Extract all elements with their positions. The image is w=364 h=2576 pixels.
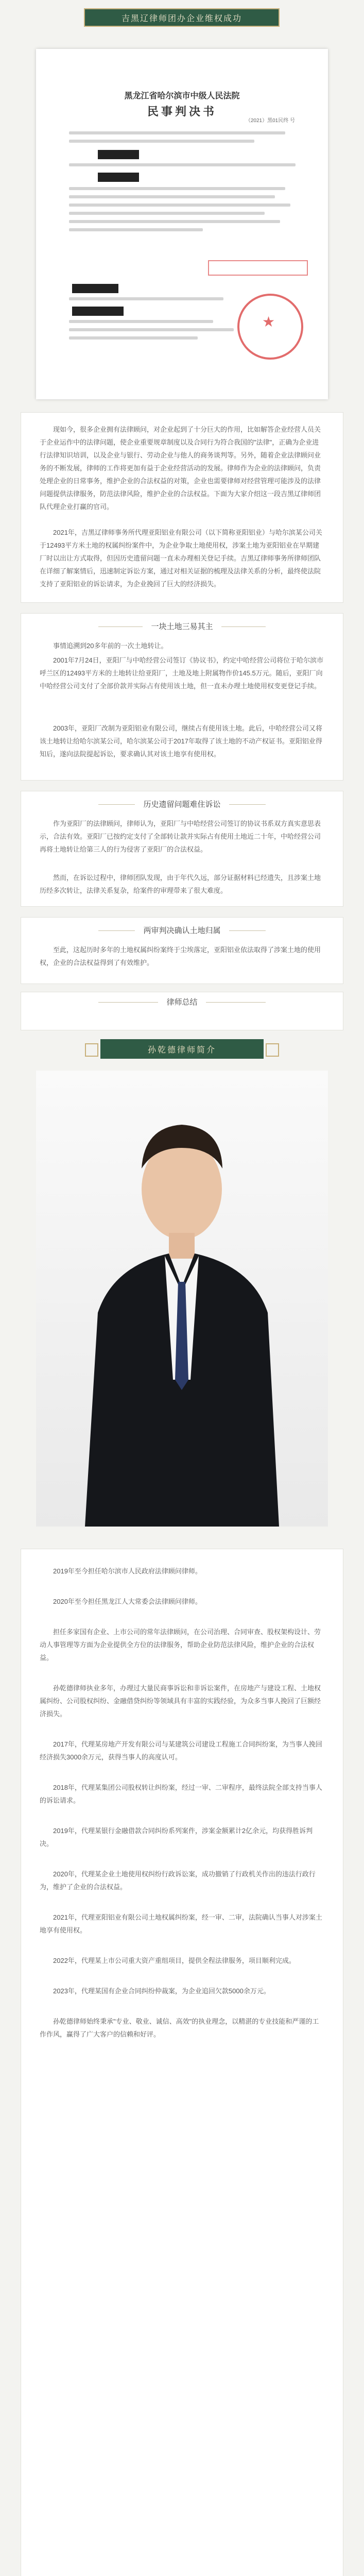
bio-item: 2018年，代理某集团公司股权转让纠纷案，经过一审、二审程序，最终法院全部支持当事人的诉讼请求。 (40, 1784, 322, 1804)
doc-text-line (69, 297, 223, 300)
intro-section (21, 412, 343, 603)
lawyer-portrait (36, 1071, 328, 1527)
bio-item: 2021年，代理亚阳铝业有限公司土地权属纠纷案，经一审、二审，法院确认当事人对涉案土地享有使用权。 (40, 1913, 322, 1934)
doc-text-line (69, 187, 285, 190)
bio-item: 2019年至今担任哈尔滨市人民政府法律顾问律师。 (53, 1567, 202, 1575)
section-4 (21, 992, 343, 1030)
doc-text-line (69, 336, 198, 340)
redaction-mask (72, 284, 118, 293)
bio-item: 孙乾德律师执业多年，办理过大量民商事诉讼和非诉讼案件，在房地产与建设工程、土地权属纠纷、公司股权纠纷、金融借贷纠纷等领域具有丰富的实践经验，为众多当事人挽回了巨额经济损失。 (40, 1684, 321, 1718)
section-2-title: 历史遗留问题难住诉讼 (21, 799, 343, 809)
bio-item: 2019年，代理某银行金融借款合同纠纷系列案件，涉案金额累计2亿余元，均获得胜诉判决。 (40, 1827, 313, 1848)
star-icon: ★ (262, 314, 275, 330)
court-seal-stamp (237, 294, 303, 360)
bio-list (40, 1565, 324, 2058)
bio-item: 担任多家国有企业、上市公司的常年法律顾问，在公司治理、合同审查、股权架构设计、劳动人事管理等方面为企业提供全方位的法律服务，帮助企业防范法律风险，维护企业的合法权益。 (40, 1628, 321, 1662)
section-3-title: 两审判决确认土地归属 (21, 925, 343, 936)
doc-text-line (69, 140, 254, 143)
doc-text-line (69, 212, 265, 215)
portrait-illustration (36, 1071, 328, 1527)
section-2 (21, 791, 343, 907)
case-number: （2021）黑01民终 号 (245, 118, 295, 124)
section-1-para: 2003年，亚阳厂改制为亚阳铝业有限公司，继续占有使用该土地。此后，中哈经营公司又将该土地转让给哈尔滨某公司，哈尔滨某公司于2017年取得了该土地的不动产权证书。亚阳铝业得知后，遂向法院提起诉讼，要求确认其对该土地享有使用权。 (40, 724, 322, 758)
court-name: 黑龙江省哈尔滨市中级人民法院 (124, 92, 240, 100)
section-1 (21, 613, 343, 781)
bio-item: 2022年，代理某上市公司重大资产重组项目，提供全程法律服务，项目顺利完成。 (53, 1957, 296, 1964)
doc-text-line (69, 220, 280, 223)
section-3-para: 至此，这起历时多年的土地权属纠纷案终于尘埃落定，亚阳铝业依法取得了涉案土地的使用权，企业的合法权益得到了有效维护。 (40, 946, 321, 967)
doc-text-line (69, 320, 213, 323)
page-seal-stamp (208, 260, 308, 276)
section-3 (21, 917, 343, 984)
bio-item: 2020年，代理某企业土地使用权纠纷行政诉讼案，成功撤销了行政机关作出的违法行政行为，维护了企业的合法权益。 (40, 1870, 316, 1891)
bio-item: 孙乾德律师始终秉承"专业、敬业、诚信、高效"的执业理念，以精湛的专业技能和严谨的工作作风，赢得了广大客户的信赖和好评。 (40, 2018, 319, 2038)
page-banner: 吉黑辽律师团办企业维权成功 (84, 8, 280, 27)
doc-text-line (69, 328, 234, 331)
doc-text-line (69, 163, 296, 166)
bio-item: 2023年，代理某国有企业合同纠纷仲裁案，为企业追回欠款5000余万元。 (53, 1987, 270, 1995)
document-type: 民事判决书 (147, 105, 217, 118)
redaction-mask (72, 307, 124, 316)
bio-item: 2017年，代理某房地产开发有限公司与某建筑公司建设工程施工合同纠纷案，为当事人挽回经济损失3000余万元，获得当事人的高度认可。 (40, 1740, 322, 1761)
bio-item: 2020年至今担任黑龙江人大常委会法律顾问律师。 (53, 1598, 202, 1605)
section-2-para: 作为亚阳厂的法律顾问，律师认为，亚阳厂与中哈经营公司签订的协议书系双方真实意思表示，合法有效。亚阳厂已按约定支付了全部转让款并实际占有使用土地近二十年，中哈经营公司再将土地转让给第三人的行为侵害了亚阳厂的合法权益。 (40, 820, 321, 853)
section-4-title: 律师总结 (21, 996, 343, 1007)
section-2-para: 然而，在诉讼过程中，律师团队发现，由于年代久远，部分证据材料已经遗失，且涉案土地历经多次转让，法律关系复杂，给案件的审理带来了很大难度。 (40, 874, 321, 894)
court-document-title (36, 89, 328, 119)
bio-section (21, 1549, 343, 2576)
redaction-mask (98, 173, 139, 182)
section-1-para: 2001年7月24日，亚阳厂与中哈经营公司签订《协议书》，约定中哈经营公司将位于哈尔滨市呼兰区的12493平方米的土地转让给亚阳厂，土地及地上附属物作价145.5万元。随后，亚阳厂向中哈经营公司支付了全部价款并实际占有使用该土地，但一直未办理土地使用权变更登记手续。 (40, 656, 324, 690)
court-document-image (36, 49, 328, 399)
doc-text-line (69, 204, 290, 207)
doc-text-line (69, 195, 275, 198)
redaction-mask (98, 150, 139, 159)
section-1-title: 一块土地三易其主 (21, 621, 343, 632)
section-1-para: 事情追溯到20多年前的一次土地转让。 (53, 642, 168, 650)
intro-paragraph: 现如今，很多企业拥有法律顾问，对企业起到了十分巨大的作用，比如解答企业经营人员关于企业运作中的法律问题，使企业重要规章制度以及合同行为符合我国的"法律"，正确为企业进行法律知识培训，以及企业与银行、劳动企业与他人的商务谈判等。另外，随着企业法律顾问业务的不断发展，律师的工作将更加有益于企业经营活动的发展。律师作为企业的法律顾问，负责处理企业的日常事务，维护企业的合法权益的对策，企业也需要律师对经营管理可能涉及的法律问题提供法律服务，防范法律风险，维护企业的合法权益。下面为大家介绍这一段吉黑辽律师团队代理企业打赢的官司。 (40, 426, 321, 511)
bio-title: 孙乾德律师简介 (100, 1039, 264, 1059)
doc-text-line (69, 131, 285, 134)
case-summary-paragraph: 2021年，吉黑辽律师事务所代理亚阳铝业有限公司（以下简称亚阳铝业）与哈尔滨某公司关于12493平方米土地的权属纠纷案件中，为企业争取土地使用权，涉案土地为亚阳铝业在早期建厂时以出让方式取得，但因历史遗留问题一直未办理相关登记手续。吉黑辽律师事务所律师团队在详细了解案情后，迅速制定诉讼方案，通过对相关证据的梳理及法律关系的分析，最终使法院支持了亚阳铝业的诉讼请求，为企业挽回了巨大的经济损失。 (40, 529, 322, 588)
doc-text-line (69, 228, 203, 231)
